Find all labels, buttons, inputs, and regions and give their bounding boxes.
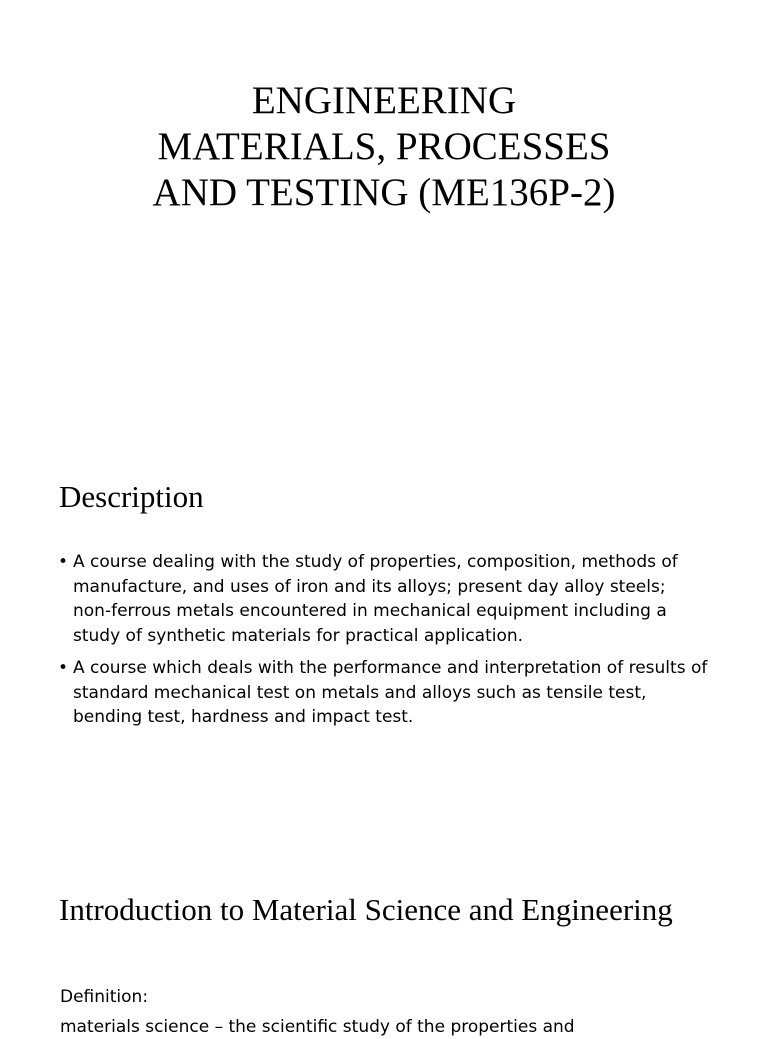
course-title-line-2: MATERIALS, PROCESSES: [157, 125, 611, 168]
course-title-line-3: AND TESTING (ME136P-2): [152, 171, 616, 214]
cut-off-definition-text: [60, 1015, 620, 1037]
introduction-heading: Introduction to Material Science and Engineering: [59, 892, 673, 927]
cut-off-definition-text-content: materials science – the scientific study of the properties and: [60, 1017, 575, 1037]
definition-label: Definition:: [60, 987, 149, 1007]
bullet-text: A course dealing with the study of properties, composition, methods of manufacture, and uses of iron and its alloys; present day alloy steels; non-ferrous metals encountered in mechanical equipment including a study of synthetic materials for practical application.: [73, 552, 678, 646]
description-heading: Description: [59, 479, 204, 514]
bullet-text: A course which deals with the performance and interpretation of results of standard mechanical test on metals and alloys such as tensile test, bending test, hardness and impact test.: [73, 658, 708, 727]
course-title-line-1: ENGINEERING: [251, 79, 517, 122]
course-title: [60, 78, 708, 216]
slide-title: [0, 0, 768, 432]
slide-description: [0, 432, 768, 864]
bullet-icon: •: [58, 552, 69, 572]
bullet-item: [58, 550, 708, 648]
bullet-item: [58, 656, 708, 730]
bullet-icon: •: [58, 658, 69, 678]
description-bullet-list: [58, 550, 708, 738]
slide-introduction: [0, 864, 768, 1037]
